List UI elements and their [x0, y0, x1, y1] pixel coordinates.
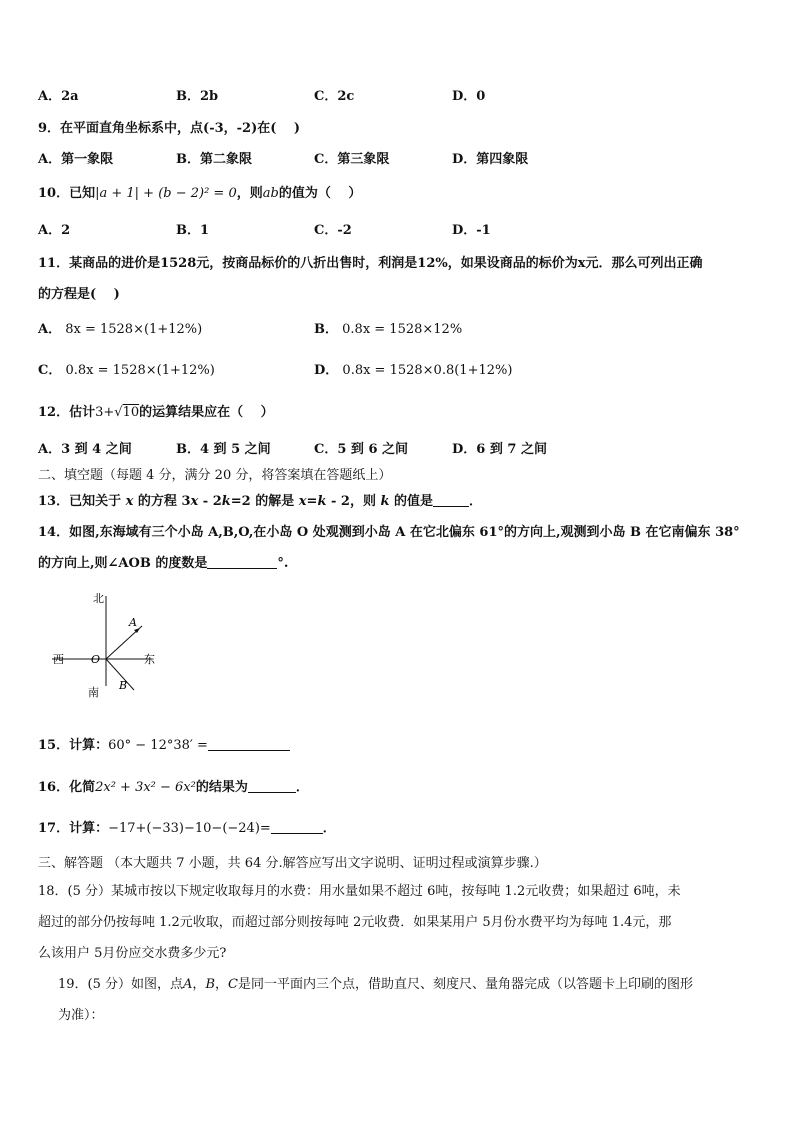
- q14-line1: 14．如图,东海域有三个小岛 A,B,O,在小岛 O 处观测到小岛 A 在它北偏东 61°的方向上,观测到小岛 B 在它南偏东 38°: [38, 525, 740, 540]
- point-b-label: B: [119, 679, 128, 692]
- q11-option-b-label: B．: [314, 322, 338, 337]
- q19-point-c: C: [228, 977, 238, 992]
- q19-point-b: B: [205, 977, 215, 992]
- q17-answer-blank: [271, 820, 323, 834]
- q11-option-a-expr: 8x = 1528×(1+12%): [65, 322, 203, 337]
- q11-option-c-expr: 0.8x = 1528×(1+12%): [65, 363, 215, 378]
- origin-label: O: [91, 653, 101, 666]
- q19-line1: [58, 973, 693, 992]
- q10-suffix: 的值为（ ）: [278, 186, 362, 201]
- q12-option-c: C．5 到 6 之间: [314, 442, 409, 457]
- q15-expr: 60° − 12°38′ =: [108, 738, 208, 753]
- q10-prefix: 10．已知: [38, 186, 96, 201]
- q13-mid5: - 2，则: [326, 494, 381, 509]
- q13-mid1: 的方程 3: [133, 494, 191, 509]
- q8-option-c: C．2c: [314, 89, 355, 104]
- q12-option-a: A．3 到 4 之间: [38, 442, 132, 457]
- q10-stem: [38, 182, 361, 201]
- q13-sol-x: x: [298, 494, 307, 509]
- q13-mid4: =: [306, 494, 318, 509]
- q13-stem: [38, 490, 482, 509]
- q11-option-b-expr: 0.8x = 1528×12%: [342, 322, 463, 337]
- q12-expr-a: 3+: [95, 405, 115, 420]
- q14-answer-blank: [207, 555, 277, 569]
- q17-expr: −17+(−33)−10−(−24)=: [108, 821, 271, 836]
- q17-stem: [38, 817, 336, 836]
- q12-suffix: 的运算结果应在（ ）: [139, 405, 274, 420]
- q11-option-b: [314, 318, 462, 337]
- q13-answer-blank: [433, 493, 469, 507]
- q18-line3: 么该用户 5月份应交水费多少元?: [38, 946, 227, 961]
- q9-option-a: A．第一象限: [38, 152, 114, 167]
- q11-option-d-label: D．: [314, 363, 339, 378]
- q12-expr-root: 10: [122, 405, 140, 420]
- q13-mid6: 的值是: [389, 494, 434, 509]
- q19-line2: 为准）：: [58, 1008, 104, 1023]
- q16-end: ．: [295, 780, 309, 795]
- q11-option-d: [314, 359, 512, 378]
- q16-stem: [38, 776, 309, 795]
- q18-line2: 超过的部分仍按每吨 1.2元收取，而超过部分则按每吨 2元收费．如果某用户 5月份水费平均为每吨 1.4元，那: [38, 915, 672, 930]
- q14-line2: [38, 552, 288, 571]
- q14-line2a: 的方向上,则∠AOB 的度数是: [38, 556, 208, 571]
- q10-expression: |a + 1| + (b − 2)² = 0: [95, 186, 237, 201]
- q19-sep1: ，: [192, 977, 206, 992]
- q8-option-d: D．0: [452, 89, 486, 104]
- q18-line1: 18．(5 分）某城市按以下规定收取每月的水费：用水量如果不超过 6吨，按每吨 1.2元收费；如果超过 6吨，未: [38, 884, 681, 899]
- q10-option-d: D．-1: [452, 223, 491, 238]
- q17-prefix: 17．计算：: [38, 821, 109, 836]
- west-label: 西: [53, 653, 64, 666]
- q13-x: x: [125, 494, 134, 509]
- q15-prefix: 15．计算：: [38, 738, 109, 753]
- q16-expr: 2x² + 3x² − 6x²: [95, 780, 196, 795]
- q19-line1b: 是同一平面内三个点，借助直尺、刻度尺、量角器完成（以答题卡上印刷的图形: [237, 977, 693, 992]
- q17-end: ．: [322, 821, 336, 836]
- point-a-label: A: [129, 616, 137, 629]
- q19-line1a: 19．(5 分）如图，点: [58, 977, 184, 992]
- q11-line2: 的方程是( ): [38, 287, 120, 302]
- q10-option-c: C．-2: [314, 223, 352, 238]
- q10-option-b: B．1: [176, 223, 210, 238]
- q11-option-c: [38, 359, 215, 378]
- q19-point-a: A: [183, 977, 193, 992]
- q10-middle: ，则: [236, 186, 263, 201]
- q9-option-b: B．第二象限: [176, 152, 252, 167]
- q13-k: k: [221, 494, 231, 509]
- q13-mid2: - 2: [198, 494, 222, 509]
- q11-option-a: [38, 318, 202, 337]
- q11-option-a-label: A．: [38, 322, 62, 337]
- q16-suffix: 的结果为: [195, 780, 248, 795]
- q11-option-c-label: C．: [38, 363, 62, 378]
- q12-prefix: 12．估计: [38, 405, 96, 420]
- q13-k3: k: [380, 494, 390, 509]
- q16-answer-blank: [248, 779, 296, 793]
- q14-line2b: °.: [277, 556, 289, 571]
- q16-prefix: 16．化简: [38, 780, 96, 795]
- q12-stem: [38, 401, 274, 420]
- section2-heading: 二、填空题（每题 4 分，满分 20 分，将答案填在答题纸上）: [38, 468, 392, 483]
- q13-mid3: =2 的解是: [230, 494, 299, 509]
- q13-end: ．: [469, 494, 483, 509]
- q8-option-b: B．2b: [176, 89, 219, 104]
- q9-stem: 9．在平面直角坐标系中，点(-3，-2)在( ): [38, 121, 301, 136]
- east-label: 东: [144, 653, 155, 666]
- q13-x2: x: [190, 494, 199, 509]
- q13-k2: k: [317, 494, 327, 509]
- q8-option-a: A．2a: [38, 89, 79, 104]
- south-label: 南: [88, 686, 99, 699]
- q9-option-d: D．第四象限: [452, 152, 529, 167]
- sqrt-symbol: √: [114, 405, 123, 420]
- q15-stem: [38, 734, 290, 753]
- q19-sep2: ，: [215, 977, 229, 992]
- section3-heading: 三、解答题 （本大题共 7 小题，共 64 分.解答应写出文字说明、证明过程或演算步骤.）: [38, 856, 547, 871]
- q13-prefix: 13．已知关于: [38, 494, 126, 509]
- q9-option-c: C．第三象限: [314, 152, 390, 167]
- q12-option-d: D．6 到 7 之间: [452, 442, 547, 457]
- q11-line1: 11．某商品的进价是1528元，按商品标价的八折出售时，利润是12%，如果设商品的标价为x元．那么可列出正确: [38, 256, 703, 271]
- q10-option-a: A．2: [38, 223, 71, 238]
- north-label: 北: [93, 592, 104, 605]
- q10-ab: ab: [262, 186, 279, 201]
- q15-answer-blank: [208, 737, 290, 751]
- q11-option-d-expr: 0.8x = 1528×0.8(1+12%): [342, 363, 513, 378]
- q12-option-b: B．4 到 5 之间: [176, 442, 271, 457]
- compass-figure: [48, 588, 168, 700]
